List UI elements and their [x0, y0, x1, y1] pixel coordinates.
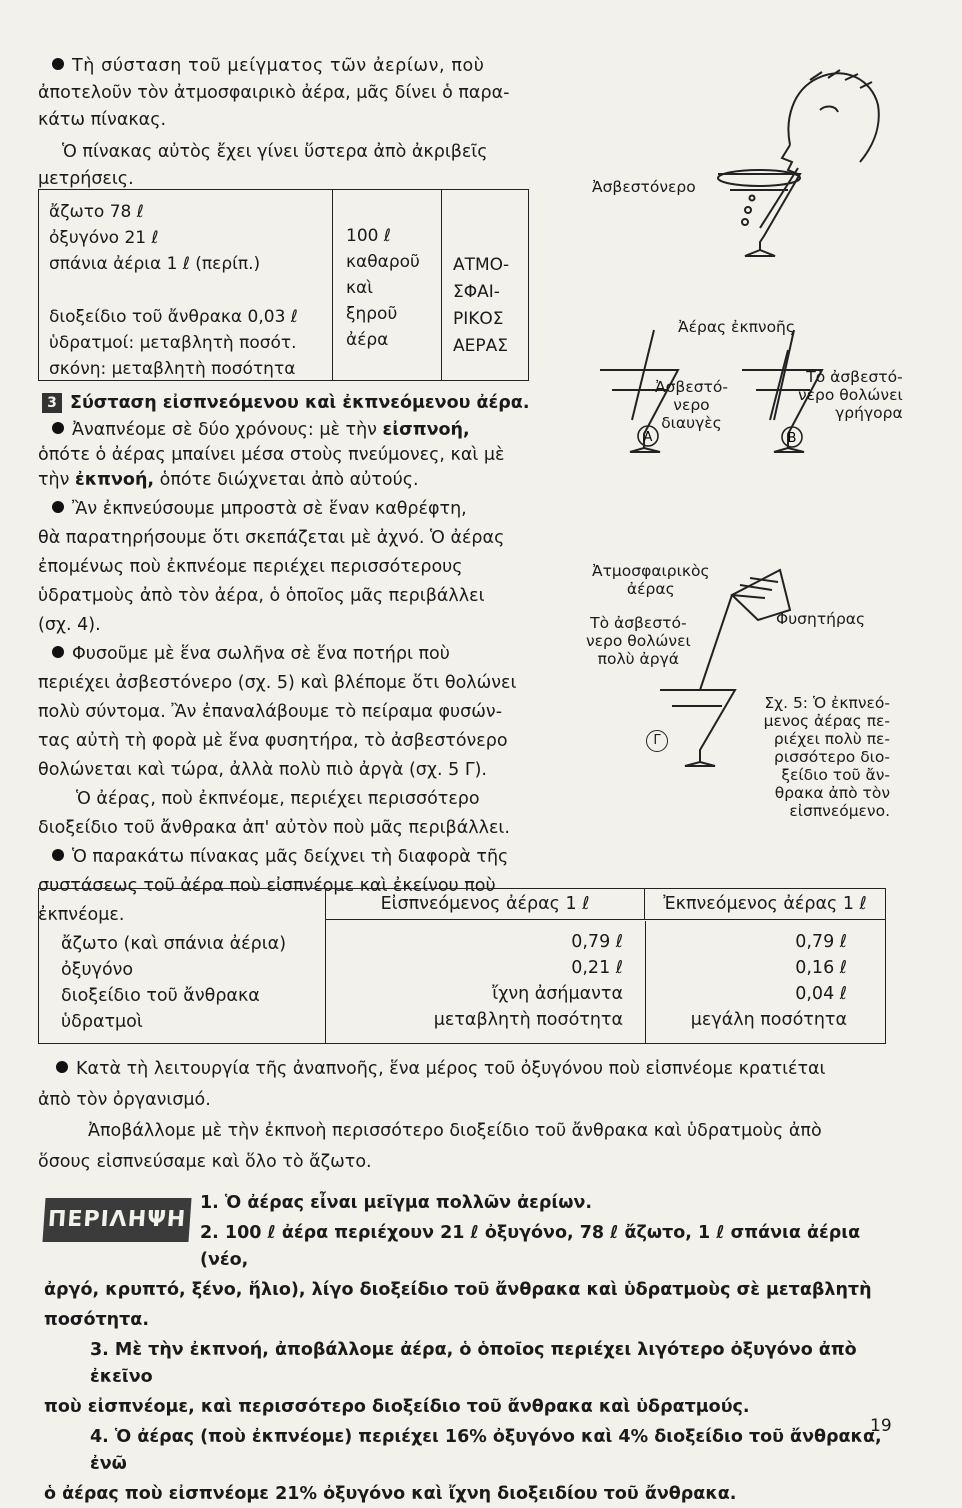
quantity-column: 100 ℓ καθαροῦ καὶ ξηροῦ ἀέρα — [334, 190, 442, 380]
composition-column: ἄζωτο 78 ℓ ὀξυγόνο 21 ℓ σπάνια ἀέρια 1 ℓ (περίπ.) διοξείδιο τοῦ ἄνθρακα 0,03 ℓ ὑδρατμοί: μεταβλητὴ ποσότ. σκόνη: μεταβλητὴ ποσότητα — [39, 190, 333, 380]
header-in: Εἰσπνεόμενος ἀέρας 1 ℓ — [325, 889, 645, 920]
bullet-icon — [52, 646, 64, 658]
bellows-label: Φυσητήρας — [776, 610, 866, 628]
glass-g — [660, 690, 735, 766]
bullet-icon — [52, 422, 64, 434]
svg-text:A: A — [643, 430, 653, 445]
svg-text:B: B — [787, 431, 797, 446]
clear-limewater-label: Ἀσβεστό- νερο διαυγὲς — [655, 378, 728, 432]
exhaled-air-label: Ἀέρας ἐκπνοῆς — [678, 318, 795, 336]
inhaled-column: 0,79 ℓ 0,21 ℓ ἴχνη ἀσήμαντα μεταβλητὴ ποσότητα — [327, 921, 646, 1043]
bullet-icon — [52, 849, 64, 861]
atmospheric-air-column: ΑΤΜΟ- ΣΦΑΙ- ΡΙΚΟΣ ΑΕΡΑΣ — [453, 255, 510, 356]
header-out: Ἐκπνεόμενος ἀέρας 1 ℓ — [645, 889, 885, 920]
section-heading: 3 Σύσταση εἰσπνεόμενου καὶ ἐκπνεόμενου ἀέρα. — [38, 391, 558, 415]
figure-caption: Σχ. 5: Ὁ ἐκπνεό- μενος ἀέρας πε- ριέχει πολὺ πε- ρισσότερο διο- ξείδιο τοῦ ἄν- θρακα ἀπὸ τὸν εἰσπνεόμενο. — [763, 694, 890, 820]
body-text: Ἀναπνέομε σὲ δύο χρόνους: μὲ τὴν εἰσπνοή, ὁπότε ὁ ἀέρας μπαίνει μέσα στοὺς πνεύμονες, καὶ μὲ τὴν ἐκπνοή, ὁπότε διώχνεται ἀπὸ αὐτούς. Ἂν ἐκπνεύσουμε μπροστὰ σὲ ἕναν καθρέφτη, θὰ παρατηρήσουμε ὅτι σκεπάζεται μὲ ἀχνό. Ὁ ἀέρας ἐπομένως ποὺ ἐκπνέομε περιέχει περισσότερους ὑδρατμοὺς ἀπὸ τὸν ἀέρα, ὁ ὁποῖος μᾶς περιβάλλει (σχ. 4). Φυσοῦμε μὲ ἕνα σωλῆνα σὲ ἕνα ποτήρι ποὺ περιέχει ἀσβεστόνερο (σχ. 5) καὶ βλέπομε ὅτι θολώνει πολὺ σύντομα. Ἂν ἐπαναλάβουμε τὸ πείραμα φυσών- τας αὐτὴ τὴ φορὰ μὲ ἕνα φυσητήρα, τὸ ἀσβεστόνερο θολώνεται καὶ τώρα, ἀλλὰ πολὺ πιὸ ἀργὰ (σχ. 5 Γ). Ὁ ἀέρας, ποὺ ἐκπνέομε, περιέχει περισσότερο διοξείδιο τοῦ ἄνθρακα ἀπ' αὐτὸν ποὺ μᾶς περιβάλλει. Ὁ παρακάτω πίνακας μᾶς δείχνει τὴ διαφορὰ τῆς συστάσεως τοῦ ἀέρα ποὺ εἰσπνέομε καὶ ἐκείνου ποὺ ἐκπνέομε. — [38, 420, 517, 925]
atmospheric-air-label: Ἀτμοσφαιρικὸς ἀέρας — [592, 562, 710, 598]
summary-badge: ΠΕΡΙΛΗΨΗ — [42, 1198, 191, 1242]
summary-text: 1. Ὁ ἀέρας εἶναι μεῖγμα πολλῶν ἀερίων. 2. 100 ℓ ἀέρα περιέχουν 21 ℓ ὀξυγόνο, 78 ℓ ἄζωτο, 1 ℓ σπάνια ἀέρια (νέο, ἀργό, κρυπτό, ξένο, ἥλιο), λίγο διοξείδιο τοῦ ἄνθρακα καὶ ὑδρατμοὺς σὲ μεταβλητὴ ποσότητα. 3. Μὲ τὴν ἐκπνοή, ἀποβάλλομε ἀέρα, ὁ ὁποῖος περιέχει λιγότερο ὀξυγόνο ἀπὸ ἐκεῖνο ποὺ εἰσπνέομε, καὶ περισσότερο διοξείδιο τοῦ ἄνθρακα καὶ ὑδρατμούς. 4. Ὁ ἀέρας (ποὺ ἐκπνέομε) περιέχει 16% ὀξυγόνο καὶ 4% διοξείδιο τοῦ ἄνθρακα, ἐνῶ ὁ ἀέρας ποὺ εἰσπνέομε 21% ὀξυγόνο καὶ ἴχνη διοξειδίου τοῦ ἄνθρακα. — [44, 1193, 882, 1504]
limewater-glass-top — [718, 168, 800, 256]
person-head-drawing — [782, 70, 879, 174]
section-number-badge: 3 — [42, 393, 62, 413]
bullet-icon — [52, 501, 64, 513]
bullet-icon — [56, 1061, 68, 1073]
label-g-circle: Γ — [646, 730, 668, 752]
inhaled-exhaled-table — [38, 888, 886, 1044]
labels-column: ἄζωτο (καὶ σπάνια ἀέρια) ὀξυγόνο διοξείδιο τοῦ ἄνθρακα ὑδρατμοὶ — [39, 889, 326, 1043]
exhaled-column: 0,79 ℓ 0,16 ℓ 0,04 ℓ μεγάλη ποσότητα — [690, 932, 847, 1030]
conclusion-text: Κατὰ τὴ λειτουργία τῆς ἀναπνοῆς, ἕνα μέρος τοῦ ὀξυγόνου ποὺ εἰσπνέομε κρατιέται ἀπὸ τὸν ὀργανισμό. Ἀποβάλλομε μὲ τὴν ἐκπνοὴ περισσότερο διοξείδιο τοῦ ἄνθρακα καὶ ὑδρατμοὺς ἀπὸ ὅσους εἰσπνεύσαμε καὶ ὅλο τὸ ἄζωτο. — [38, 1059, 826, 1172]
limewater-label: Ἀσβεστόνερο — [592, 178, 696, 196]
slow-cloudy-label: Τὸ ἀσβεστό- νερο θολώνει πολὺ ἀργά — [586, 614, 691, 668]
fast-cloudy-label: Τὸ ἀσβεστό- νερο θολώνει γρήγορα — [798, 368, 903, 422]
intro-paragraph: Τὴ σύσταση τοῦ μείγματος τῶν ἀερίων, ποὺ ἀποτελοῦν τὸν ἀτμοσφαιρικὸ ἀέρα, μᾶς δίνει ὁ παρα- κάτω πίνακας. Ὁ πίνακας αὐτὸς ἔχει γίνει ὕστερα ἀπὸ ἀκριβεῖς μετρήσεις. — [38, 56, 510, 189]
bullet-icon — [52, 58, 64, 70]
page-number: 19 — [870, 1416, 892, 1436]
bellows-drawing — [700, 570, 790, 690]
air-composition-table — [38, 189, 529, 381]
